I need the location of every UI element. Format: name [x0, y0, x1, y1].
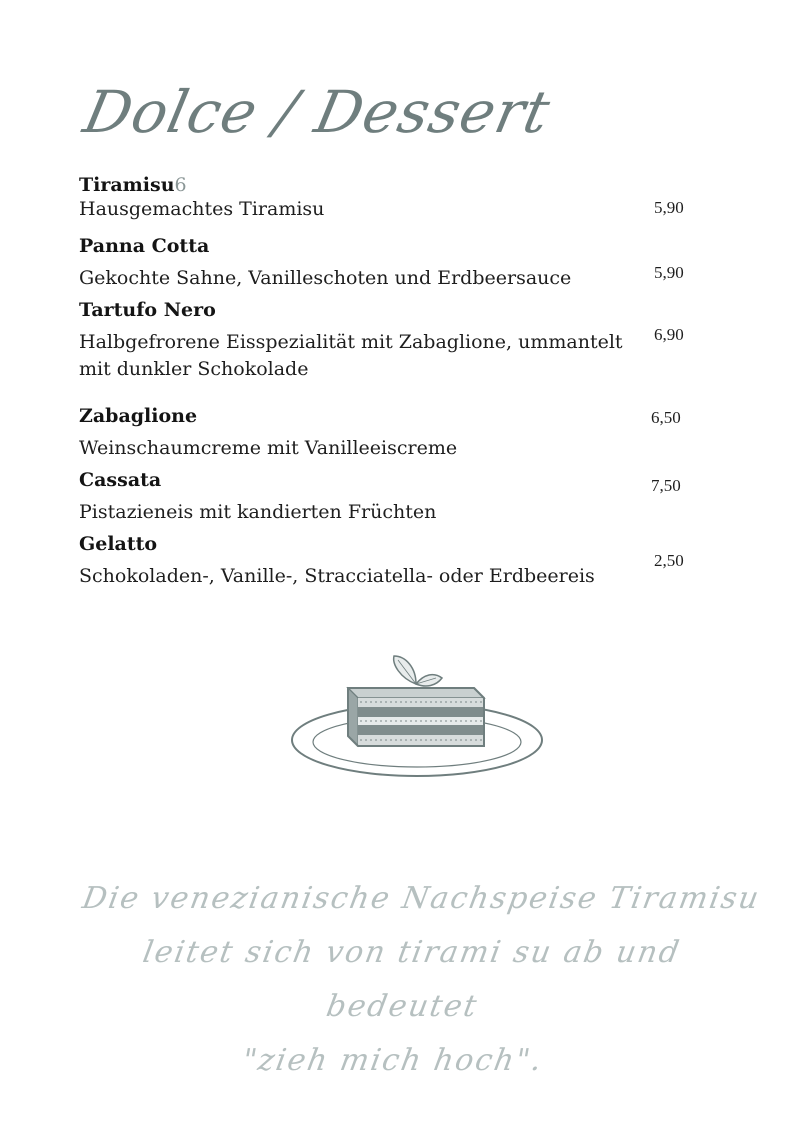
menu-item-number: 6	[174, 174, 187, 196]
menu-item-description: Gekochte Sahne, Vanilleschoten und Erdbeersauce	[79, 267, 572, 289]
menu-item-name-gelatto: Gelatto	[79, 533, 158, 555]
quote-line: Die venezianische Nachspeise Tiramisu	[79, 881, 764, 916]
quote-line: "zieh mich hoch".	[239, 1043, 547, 1078]
menu-item-price: 6,50	[651, 408, 681, 427]
menu-item-price: 7,50	[651, 476, 681, 495]
menu-item-price: 5,90	[654, 198, 684, 217]
quote-text	[41, 872, 773, 1088]
menu-item-name-cassata: Cassata	[79, 469, 162, 491]
menu-item-name-zabaglione: Zabaglione	[79, 405, 198, 427]
menu-item-price: 2,50	[654, 551, 684, 570]
menu-item-price: 5,90	[654, 263, 684, 282]
menu-item-name-tiramisu: Tiramisu6	[79, 174, 187, 196]
menu-item-description: Schokoladen-, Vanille-, Stracciatella- oder Erdbeereis	[79, 565, 595, 587]
menu-item-name-tartufo-nero: Tartufo Nero	[79, 299, 216, 321]
menu-item-description: Pistazieneis mit kandierten Früchten	[79, 501, 437, 523]
menu-item-description: Halbgefrorene Eisspezialität mit Zabaglione, ummantelt mit dunkler Schokolade	[79, 331, 623, 380]
quote-line: leitet sich von tirami su ab und bedeutet	[140, 935, 684, 1024]
page-title: Dolce / Dessert	[78, 78, 557, 146]
menu-item-price: 6,90	[654, 325, 684, 344]
menu-item-description: Hausgemachtes Tiramisu	[79, 198, 325, 220]
menu-item-description: Weinschaumcreme mit Vanilleeiscreme	[79, 437, 458, 459]
tiramisu-cake-illustration	[288, 650, 546, 786]
menu-item-name-panna-cotta: Panna Cotta	[79, 235, 210, 257]
